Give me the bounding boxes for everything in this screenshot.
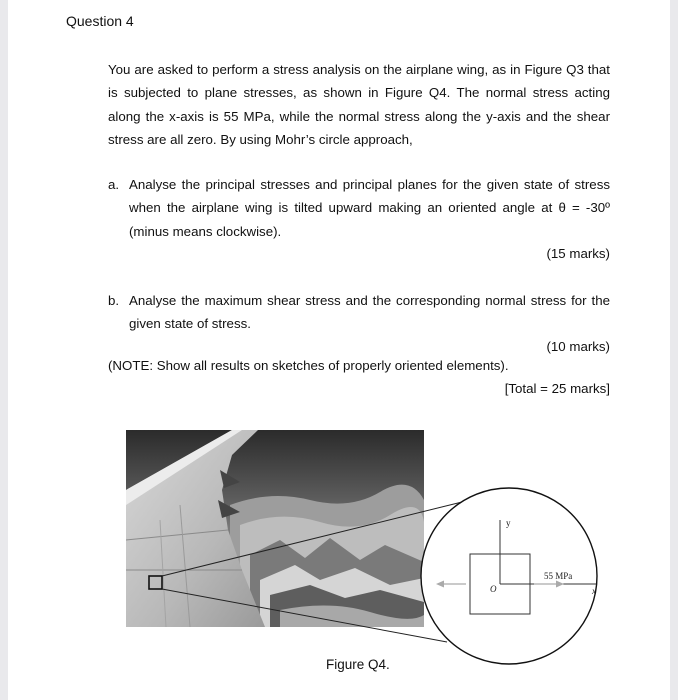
y-axis-label: y bbox=[506, 518, 511, 528]
wing-photo bbox=[126, 430, 424, 627]
origin-label: O bbox=[490, 584, 497, 594]
figure-q4 bbox=[120, 430, 620, 680]
total-marks: [Total = 25 marks] bbox=[504, 381, 610, 396]
part-b-text: Analyse the maximum shear stress and the corresponding normal stress for the given state of stress. bbox=[129, 293, 610, 332]
note-text: (NOTE: Show all results on sketches of properly oriented elements). bbox=[108, 358, 509, 373]
part-a-label: a. bbox=[108, 177, 120, 192]
figure-caption: Figure Q4. bbox=[326, 657, 390, 672]
question-intro: You are asked to perform a stress analysis on the airplane wing, as in Figure Q3 that is subjected to plane stresses, as shown in Figure Q4. The normal stress acting along the x-axis is 55 MPa, while the normal stress along the y-axis and the shear stress are all zero. By using Mohr’s circle approach, bbox=[108, 62, 610, 147]
question-title: Question 4 bbox=[66, 13, 134, 29]
stress-label: 55 MPa bbox=[544, 571, 573, 581]
figure-illustration bbox=[120, 430, 620, 680]
part-a-text: Analyse the principal stresses and principal planes for the given state of stress when the airplane wing is tilted upward making an oriented angle at θ = -30º (minus means clockwise). bbox=[129, 177, 610, 239]
document-page bbox=[8, 0, 670, 700]
part-b-label: b. bbox=[108, 293, 120, 308]
part-b-marks: (10 marks) bbox=[546, 339, 610, 354]
x-axis-label: x bbox=[592, 586, 596, 596]
part-a-marks: (15 marks) bbox=[546, 246, 610, 261]
